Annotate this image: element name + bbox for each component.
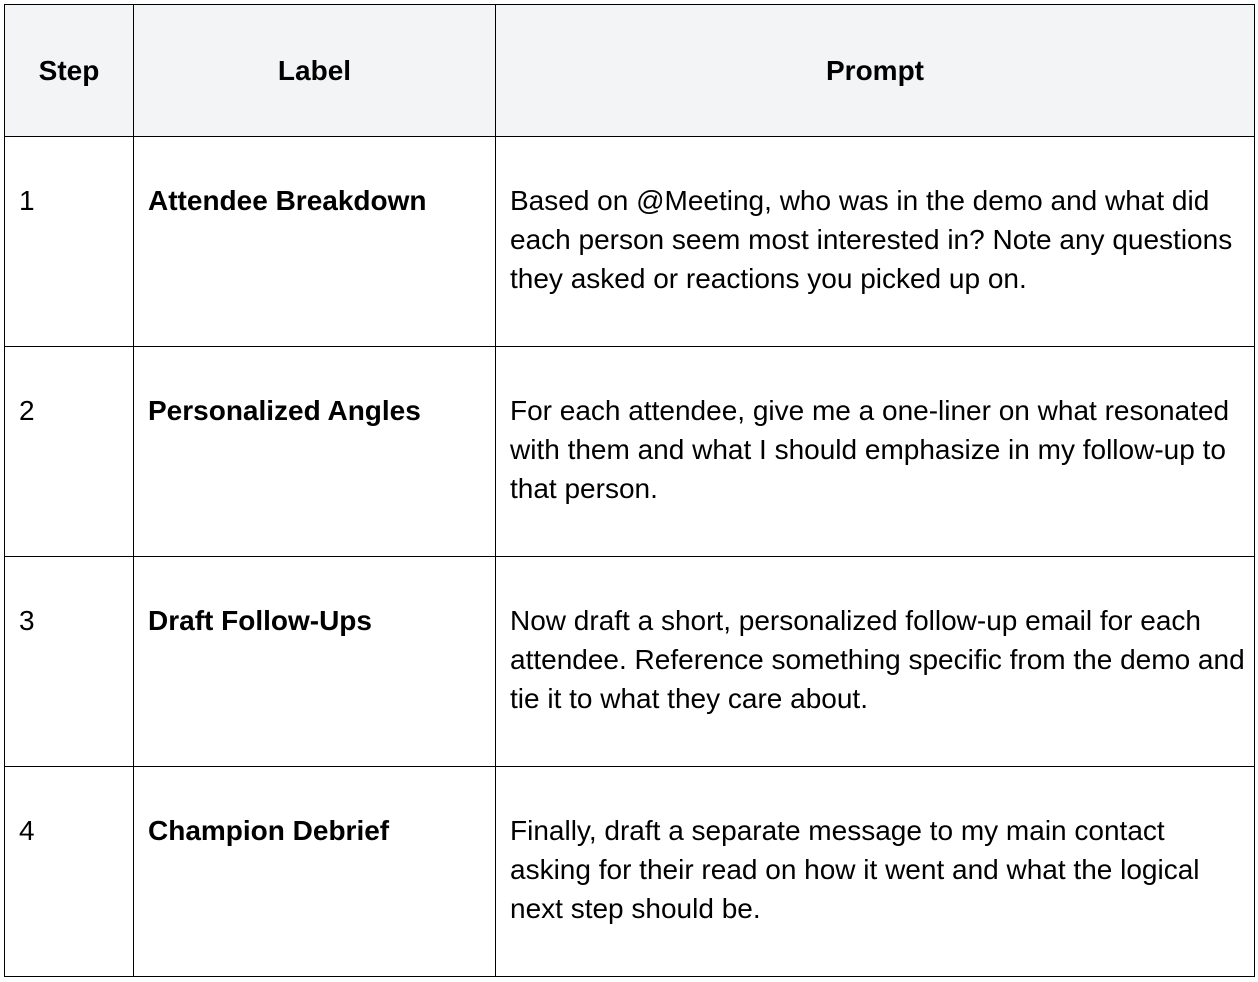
header-prompt: Prompt	[496, 5, 1255, 137]
table-row	[5, 767, 1255, 977]
step-prompt: Based on @Meeting, who was in the demo and what did each person seem most interested in? Note any questions they asked or reactions you picked up on.	[496, 137, 1255, 347]
table-row	[5, 347, 1255, 557]
header-label: Label	[134, 5, 496, 137]
step-number: 2	[5, 347, 134, 557]
workflow-table	[4, 4, 1255, 977]
step-number: 3	[5, 557, 134, 767]
step-prompt: Finally, draft a separate message to my main contact asking for their read on how it went and what the logical next step should be.	[496, 767, 1255, 977]
step-label: Attendee Breakdown	[134, 137, 496, 347]
step-prompt: Now draft a short, personalized follow-up email for each attendee. Reference something specific from the demo and tie it to what they care about.	[496, 557, 1255, 767]
header-row	[5, 5, 1255, 137]
step-label: Personalized Angles	[134, 347, 496, 557]
step-number: 4	[5, 767, 134, 977]
step-prompt: For each attendee, give me a one-liner on what resonated with them and what I should emphasize in my follow-up to that person.	[496, 347, 1255, 557]
step-number: 1	[5, 137, 134, 347]
header-step: Step	[5, 5, 134, 137]
table-row	[5, 137, 1255, 347]
table-row	[5, 557, 1255, 767]
step-label: Champion Debrief	[134, 767, 496, 977]
step-label: Draft Follow-Ups	[134, 557, 496, 767]
